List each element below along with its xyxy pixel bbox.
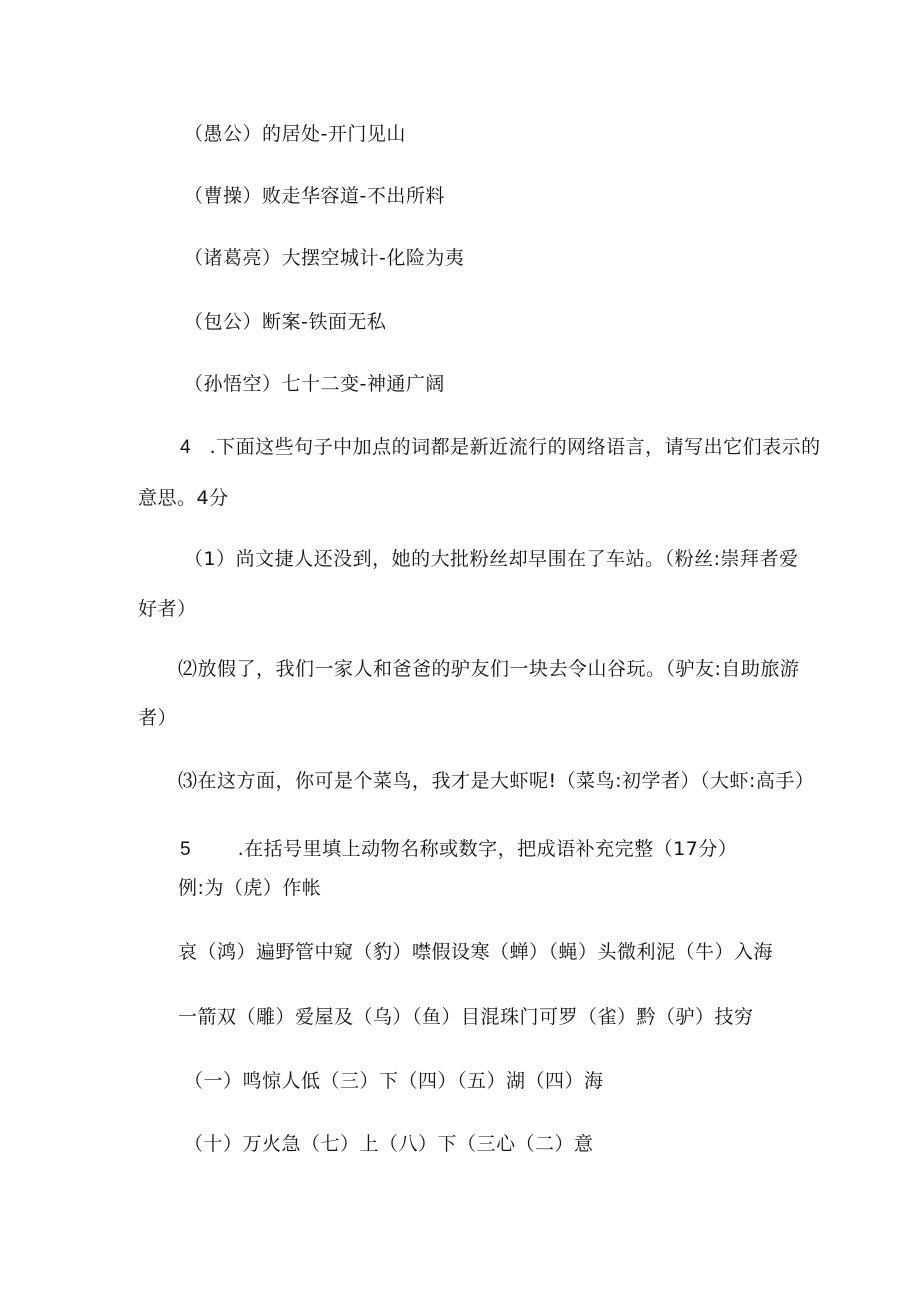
question-5-line [180,840,737,859]
idiom-row-1: 哀（鸿）遍野管中窥（豹）噤假设寒（蝉）（蝇）头微利泥（牛）入海 [178,941,774,963]
sentence-2-line-2: 者） [138,707,178,729]
question-4-line-1 [180,438,821,457]
match-item-1: （愚公）的居处-开门见山 [184,123,406,145]
question-5-text: .在括号里填上动物名称或数字，把成语补充完整（17分） [237,838,738,860]
sentence-2-line-1: ⑵放假了，我们一家人和爸爸的驴友们一块去令山谷玩。（驴友:自助旅游 [178,658,800,680]
sentence-1-line-2: 好者） [138,598,197,620]
question-4-text: .下面这些句子中加点的词都是新近流行的网络语言，请写出它们表示的 [209,436,821,458]
idiom-row-4: （十）万火急（七）上（八）下（三心（二）意 [184,1133,594,1155]
question-5-example: 例:为（虎）作帐 [178,877,322,899]
idiom-row-2: 一箭双（雕）爱屋及（乌）（鱼）目混珠门可罗（雀）黔（驴）技穷 [178,1006,754,1028]
sentence-1-line-1: （1）尚文捷人还没到，她的大批粉丝却早围在了车站。（粉丝:崇拜者爱 [184,548,799,570]
question-4-line-2: 意思。4分 [138,487,229,509]
match-item-2: （曹操）败走华容道-不出所料 [184,185,445,207]
match-item-3: （诸葛亮）大摆空城计-化险为夷 [184,247,465,269]
sentence-3-line-1: ⑶在这方面，你可是个菜鸟，我才是大虾呢!（菜鸟:初学者）（大虾:高手） [178,770,815,792]
idiom-row-3: （一）鸣惊人低（三）下（四）（五）湖（四）海 [184,1070,604,1092]
question-5-number: 5 [180,839,192,860]
match-item-4: （包公）断案-铁面无私 [184,311,387,333]
question-4-number: 4 [180,437,192,458]
match-item-5: （孙悟空）七十二变-神通广阔 [184,373,445,395]
